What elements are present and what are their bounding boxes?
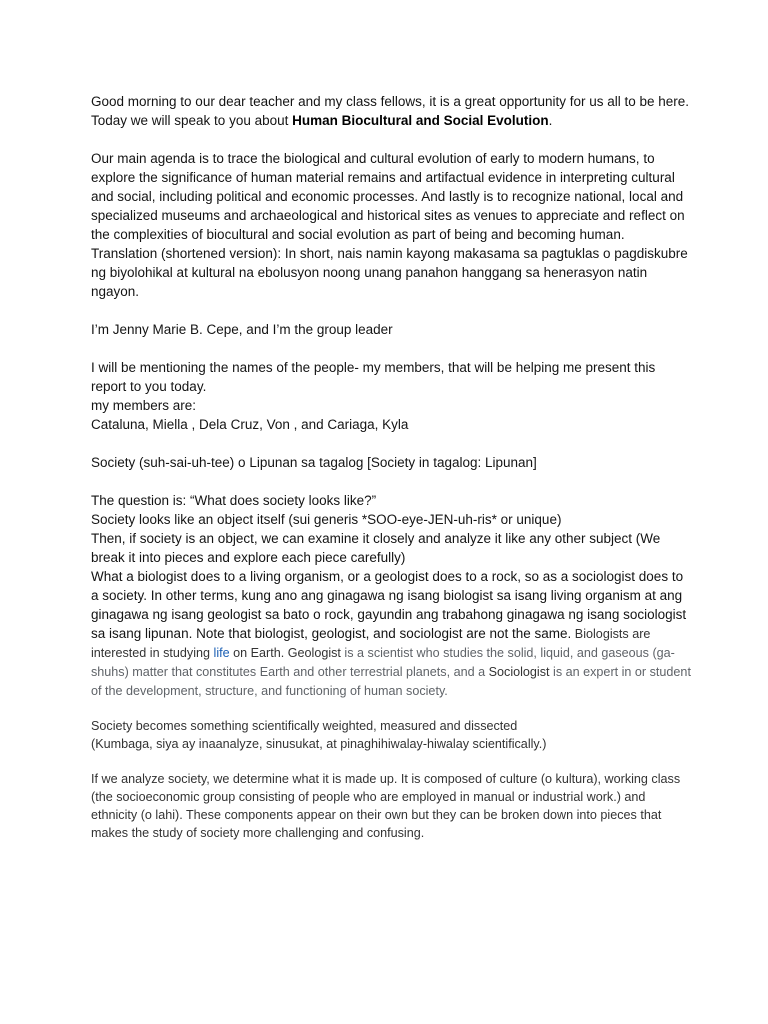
- topic-suffix: .: [548, 113, 553, 128]
- sociologist-word: Sociologist: [488, 665, 550, 679]
- object-line: Society looks like an object itself (sui generis *SOO-eye-JEN-uh-ris* or unique): [91, 512, 562, 527]
- spacer: [91, 700, 691, 717]
- bio-interest-1: Biologists are interested in studying: [91, 627, 651, 660]
- biologist-text: What a biologist does to a living organism, or a geologist does to a rock, so as a sociologist does to a society. In other terms, kung ano ang ginagawa ng isang biologist sa isang living organism at ang ginagawa ng isang geologist sa bato o rock, gayundin ang trabahong ginagawa ng isang sociologist sa isang lipunan. Note that biologist, geologist, and sociologist are not the same.: [91, 569, 687, 641]
- agenda-paragraph: Our main agenda is to trace the biological and cultural evolution of early to modern humans, to explore the significance of human material remains and artifactual evidence in interpreting cultural and social, including political and economic processes. And lastly is to recognize national, local and specialized museums and archaeological and historical sites as venues to appreciate and reflect on the complexities of biocultural and social evolution as part of being and becoming human.: [91, 151, 685, 242]
- members-list: Cataluna, Miella , Dela Cruz, Von , and Cariaga, Kyla: [91, 417, 409, 432]
- scientific-line-2: (Kumbaga, siya ay inaanalyze, sinusukat, at pinaghihiwalay-hiwalay scientifically.): [91, 737, 547, 751]
- document-body: [91, 92, 691, 842]
- biologist-paragraph: [91, 567, 691, 700]
- spacer: [91, 753, 691, 770]
- spacer: [91, 301, 691, 320]
- life-link[interactable]: life: [213, 646, 230, 660]
- sociologist-definition: is an expert in or student of the development, structure, and functioning of human society.: [91, 665, 691, 698]
- analysis-paragraph: If we analyze society, we determine what it is made up. It is composed of culture (o kultura), working class (the socioeconomic group consisting of people who are employed in manual or industrial work.) and ethnicity (o lahi). These components appear on their own but they can be broken down into pieces that makes the study of society more challenging and confusing.: [91, 772, 681, 840]
- analysis-block: [91, 770, 691, 842]
- leader-line: I’m Jenny Marie B. Cepe, and I’m the group leader: [91, 322, 393, 337]
- members-label: my members are:: [91, 398, 197, 413]
- members-intro: I will be mentioning the names of the people- my members, that will be helping me present this report to you today.: [91, 360, 656, 394]
- spacer: [91, 339, 691, 358]
- society-definition: Society (suh-sai-uh-tee) o Lipunan sa tagalog [Society in tagalog: Lipunan]: [91, 455, 537, 470]
- scientific-block: [91, 717, 691, 753]
- translation-paragraph: Translation (shortened version): In short, nais namin kayong makasama sa pagtuklas o pagdiskubre ng biyolohikal at kultural na ebolusyon noong unang panahon hanggang sa henerasyon natin ngayon.: [91, 246, 688, 299]
- greeting-line: Good morning to our dear teacher and my class fellows, it is a great opportunity for us all to be here.: [91, 94, 690, 109]
- topic-title: Human Biocultural and Social Evolution: [292, 113, 549, 128]
- topic-line: [91, 111, 691, 130]
- examine-line: Then, if society is an object, we can examine it closely and analyze it like any other subject (We break it into pieces and explore each piece carefully): [91, 531, 661, 565]
- scientific-line-1: Society becomes something scientifically weighted, measured and dissected: [91, 719, 518, 733]
- spacer: [91, 472, 691, 491]
- topic-prefix: Today we will speak to you about: [91, 113, 293, 128]
- geologist-definition: is a scientist who studies the solid, liquid, and gaseous (ga-shuhs) matter that constitutes Earth and other terrestrial planets, and a: [91, 646, 675, 679]
- spacer: [91, 130, 691, 149]
- bio-interest-2: on Earth. Geologist: [229, 646, 341, 660]
- spacer: [91, 434, 691, 453]
- question-line: The question is: “What does society looks like?”: [91, 493, 377, 508]
